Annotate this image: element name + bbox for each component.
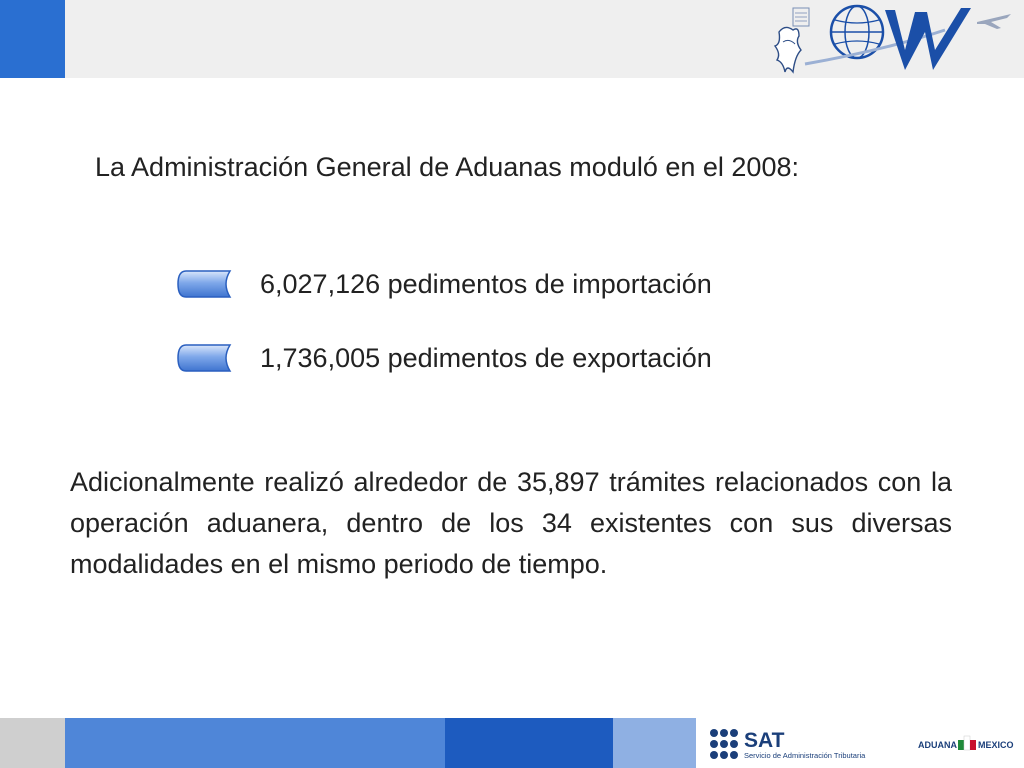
- mexico-label: MEXICO: [978, 740, 1014, 750]
- header-accent-block: [0, 0, 65, 78]
- bullet-item-importacion: [176, 264, 712, 304]
- mexico-flag-icon: [958, 736, 976, 750]
- aduana-mexico-logo: [918, 732, 1018, 756]
- footer-segment-gray: [0, 718, 65, 768]
- footer-segment-dark-blue: [445, 718, 613, 768]
- bullet-text: 1,736,005 pedimentos de exportación: [260, 342, 712, 373]
- slide-title: La Administración General de Aduanas moduló en el 2008:: [95, 152, 799, 182]
- blue-pill-bullet-icon: [176, 343, 232, 373]
- sat-subtitle: Servicio de Administración Tributaria: [744, 751, 866, 760]
- sat-dots-icon: [710, 729, 738, 759]
- footer-segment-light-blue: [613, 718, 696, 768]
- aduana-label: ADUANA: [918, 740, 957, 750]
- sat-label: SAT: [744, 729, 785, 752]
- bullet-item-exportacion: [176, 338, 712, 378]
- header-band: [0, 0, 1024, 78]
- bullet-text: 6,027,126 pedimentos de importación: [260, 268, 712, 299]
- body-paragraph: Adicionalmente realizó alrededor de 35,897 trámites relacionados con la operación aduanera, dentro de los 34 existentes con sus diversas modalidades en el mismo periodo de tiempo.: [70, 467, 952, 579]
- footer-segment-blue: [65, 718, 445, 768]
- aduana-logo-icon: [765, 2, 1015, 78]
- blue-pill-bullet-icon: [176, 269, 232, 299]
- sat-logo: [708, 725, 888, 763]
